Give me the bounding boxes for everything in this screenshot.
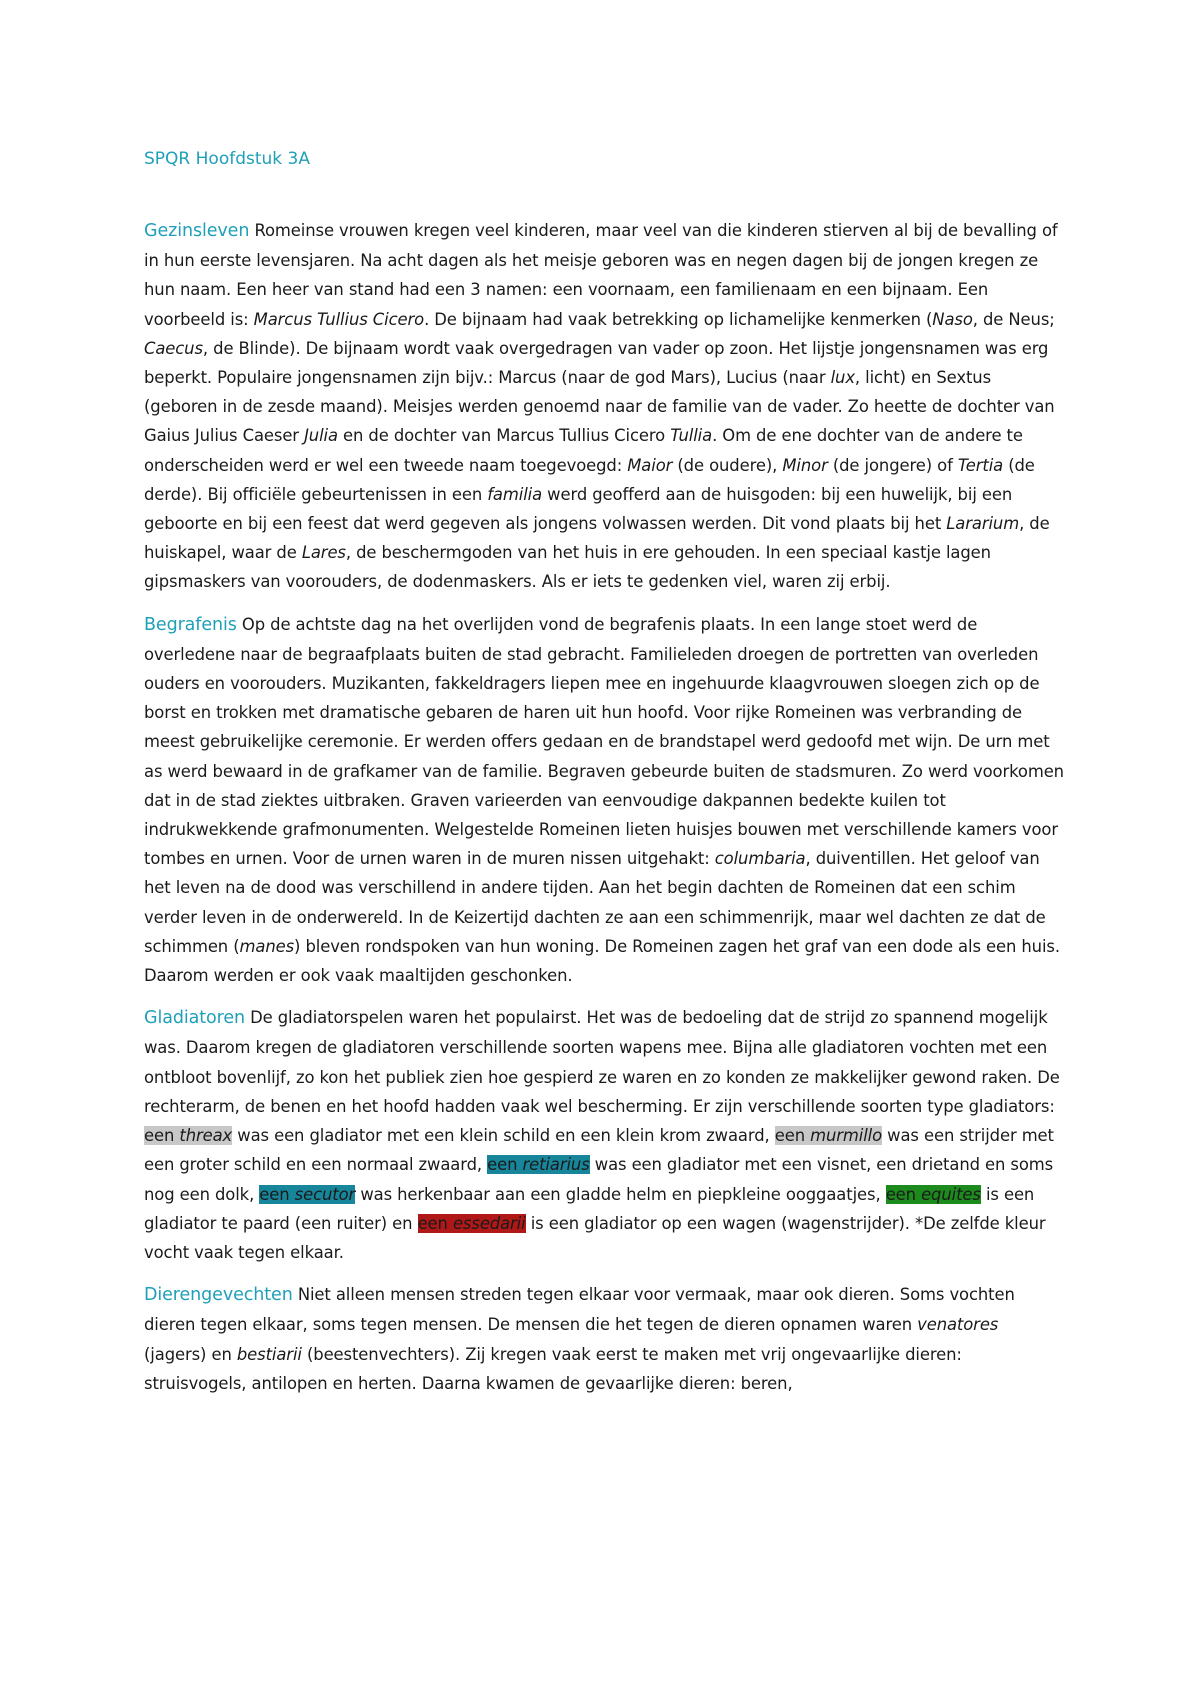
highlighted-text: een — [144, 1126, 180, 1146]
document-body — [144, 216, 1064, 1398]
highlighted-text: retiarius — [522, 1155, 590, 1175]
text-run: , licht) en Sextus (geboren in de zesde maand). Meisjes werden genoemd naar de familie van de vader. Zo heette de dochter van Gaius Julius Caeser — [144, 368, 1055, 446]
highlighted-text: een — [885, 1184, 922, 1204]
italic-term: lux — [830, 368, 855, 388]
document-title: SPQR Hoofdstuk 3A — [144, 149, 310, 169]
section-begrafenis — [144, 610, 1064, 991]
italic-term: Tertia — [957, 455, 1004, 475]
italic-term: Tullia — [670, 426, 713, 446]
italic-term: venatores — [917, 1315, 999, 1335]
text-run: (de jongere) of — [827, 455, 958, 475]
text-run: werd geofferd aan de huisgoden: bij een huwelijk, bij een geboorte en bij een feest dat werd gegeven als jongens volwassen werden. Dit vond plaats bij het — [144, 484, 1013, 534]
italic-term: Naso — [932, 309, 973, 329]
text-run: , duiventillen. Het geloof van het leven na de dood was verschillend in andere tijden. Aan het begin dachten de Romeinen dat een schim verder leven in de onderwereld. In de Keizertijd dachten ze aan een schimmenrijk, maar wel dachten ze dat de schimmen ( — [144, 849, 1046, 956]
text-run: (de derde). Bij officiële gebeurtenissen in een — [144, 455, 1035, 504]
text-run: was een strijder met een groter schild en een normaal zwaard, — [144, 1126, 1054, 1175]
italic-term: Julia — [304, 426, 338, 446]
text-run: , de beschermgoden van het huis in ere gehouden. In een speciaal kastje lagen gipsmaskers van voorouders, de dodenmaskers. Als er iets te gedenken viel, waren zij erbij. — [144, 543, 991, 592]
section-heading: Begrafenis — [144, 614, 237, 635]
highlighted-text: threax — [179, 1126, 233, 1146]
highlighted-text: een — [259, 1184, 295, 1204]
italic-term: Minor — [782, 455, 828, 475]
highlighted-text: essedarii — [452, 1213, 526, 1233]
highlighted-text: murmillo — [810, 1126, 883, 1146]
text-run: ) bleven rondspoken van hun woning. De Romeinen zagen het graf van een dode als een huis. Daarom werden er ook vaak maaltijden geschonken. — [144, 936, 1060, 986]
highlighted-text: een — [487, 1155, 523, 1175]
section-dierengevechten — [144, 1280, 1064, 1398]
italic-term: columbaria — [714, 849, 806, 869]
text-run: (jagers) en — [144, 1344, 237, 1364]
italic-term: familia — [487, 484, 543, 504]
section-heading: Gladiatoren — [144, 1008, 245, 1029]
section-heading: Dierengevechten — [144, 1285, 293, 1306]
highlighted-text: equites — [921, 1184, 981, 1204]
section-gladiatoren — [144, 1003, 1064, 1267]
text-run: , de Neus; — [972, 309, 1055, 329]
text-run: (beestenvechters). Zij kregen vaak eerst te maken met vrij ongevaarlijke dieren: struisvogels, antilopen en herten. Daarna kwamen de gevaarlijke dieren: beren, — [144, 1344, 962, 1393]
text-run: , de huiskapel, waar de — [144, 514, 1050, 563]
italic-term: Caecus — [144, 338, 203, 358]
italic-term: manes — [239, 936, 295, 956]
section-gezinsleven — [144, 216, 1064, 597]
section-heading: Gezinsleven — [144, 221, 250, 241]
text-run: is een gladiator op een wagen (wagenstrijder). *De zelfde kleur vocht vaak tegen elkaar. — [144, 1213, 1046, 1262]
text-run: is een gladiator te paard (een ruiter) en — [144, 1184, 1035, 1233]
highlighted-text: een — [417, 1213, 453, 1233]
text-run: Romeinse vrouwen kregen veel kinderen, maar veel van die kinderen stierven al bij de bevalling of in hun eerste levensjaren. Na acht dagen als het meisje geboren was en negen dagen bij de jongen kregen ze hun naam. Een heer van stand had een 3 namen: een voornaam, een familienaam en een bijnaam. Een voorbeeld is: — [144, 221, 1058, 329]
text-run: De gladiatorspelen waren het populairst. Het was de bedoeling dat de strijd zo spannend mogelijk was. Daarom kregen de gladiatoren verschillende soorten wapens mee. Bijna alle gladiatoren vochten met een ontbloot bovenlijf, zo kon het publiek zien hoe gespierd ze waren en zo konden ze makkelijker gewond raken. De rechterarm, de benen en het hoofd hadden vaak wel bescherming. Er zijn verschillende soorten type gladiators: — [144, 1008, 1060, 1116]
text-run: Op de achtste dag na het overlijden vond de begrafenis plaats. In een lange stoet werd de overledene naar de begraafplaats buiten de stad gebracht. Familieleden droegen de portretten van overleden ouders en voorouders. Muzikanten, fakkeldragers liepen mee en ingehuurde klaagvrouwen sloegen zich op de borst en trokken met dramatische gebaren de haren uit hun hoofd. Voor rijke Romeinen was verbranding de meest gebruikelijke ceremonie. Er werden offers gedaan en de brandstapel werd gedoofd met wijn. De urn met as werd bewaard in de grafkamer van de familie. Begraven gebeurde buiten de stadsmuren. Zo werd voorkomen dat in de stad ziektes uitbraken. Graven varieerden van eenvoudige dakpannen bedekte kuilen tot indrukwekkende grafmonumenten. Welgestelde Romeinen lieten huisjes bouwen met verschillende kamers voor tombes en urnen. Voor de urnen waren in de muren nissen uitgehakt: — [144, 614, 1064, 869]
text-run: , de Blinde). De bijnaam wordt vaak overgedragen van vader op zoon. Het lijstje jongensnamen was erg beperkt. Populaire jongensnamen zijn bijv.: Marcus (naar de god Mars), Lucius (naar — [144, 338, 1049, 388]
text-run: (de oudere), — [672, 455, 783, 475]
text-run: was herkenbaar aan een gladde helm en piepkleine ooggaatjes, — [355, 1184, 886, 1204]
highlighted-text: secutor — [294, 1184, 356, 1204]
text-run: . Om de ene dochter van de andere te onderscheiden werd er wel een tweede naam toegevoegd: — [144, 426, 1023, 475]
highlighted-text: een — [774, 1126, 811, 1146]
italic-term: Lares — [301, 543, 346, 563]
italic-term: Marcus Tullius Cicero — [253, 309, 425, 329]
text-run: Niet alleen mensen streden tegen elkaar voor vermaak, maar ook dieren. Soms vochten dieren tegen elkaar, soms tegen mensen. De mensen die het tegen de dieren opnamen waren — [144, 1285, 1015, 1335]
text-run: . De bijnaam had vaak betrekking op lichamelijke kenmerken ( — [424, 309, 933, 329]
text-run: was een gladiator met een klein schild en een klein krom zwaard, — [232, 1126, 775, 1146]
document-page — [144, 136, 1064, 1411]
text-run: en de dochter van Marcus Tullius Cicero — [337, 426, 671, 446]
text-run: was een gladiator met een visnet, een drietand en soms nog een dolk, — [144, 1155, 1054, 1204]
italic-term: bestiarii — [236, 1344, 302, 1364]
italic-term: Lararium — [946, 514, 1020, 534]
italic-term: Maior — [627, 455, 673, 475]
